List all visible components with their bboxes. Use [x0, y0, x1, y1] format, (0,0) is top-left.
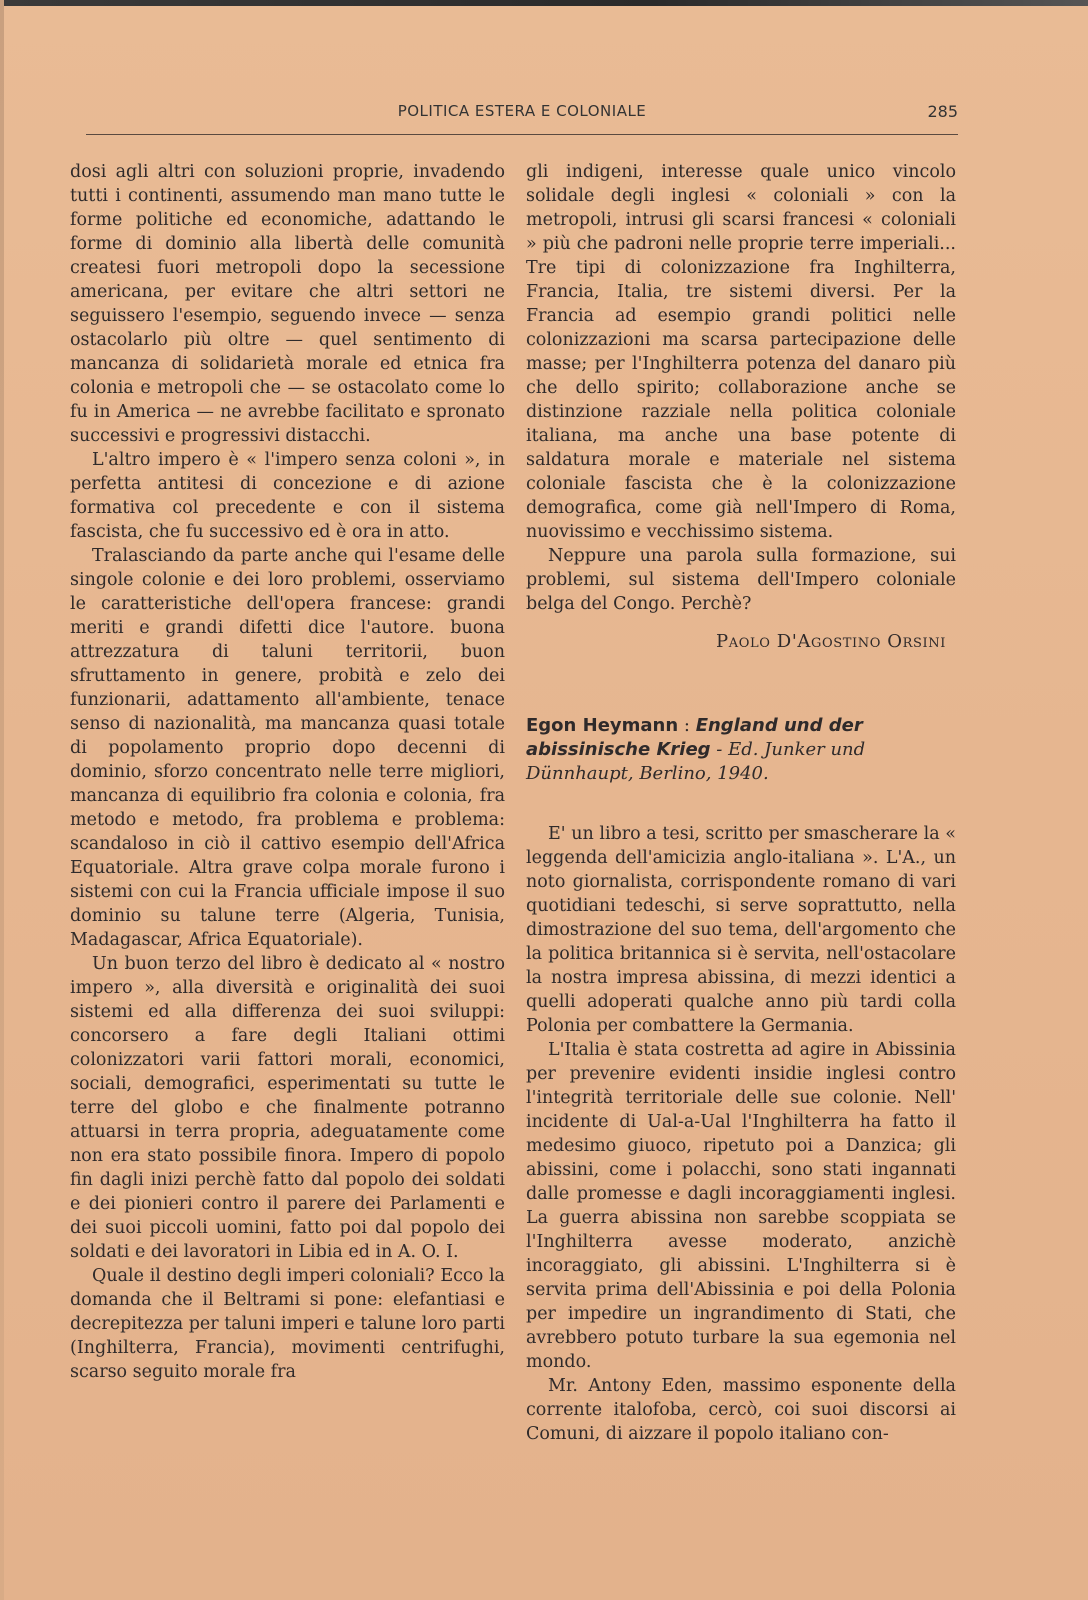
review-author: Egon Heymann: [526, 715, 679, 736]
signature-block: [526, 630, 956, 654]
scan-top-edge: [0, 0, 1088, 6]
review-body: [526, 822, 956, 1446]
paragraph: Un buon terzo del libro è dedicato al « nostro impero », alla diversità e originalità dei suoi sistemi ed alla differenza dei suoi sviluppi: concorsero a fare degli Italiani ottimi colonizzatori varii fattori morali, economici, sociali, demografici, esperimentati su tutte le terre del globo e che finalmente potranno attuarsi in terra propria, adeguatamente come non era stato possibile finora. Impero di popolo fin dagli inizi perchè fatto dal popolo dei soldati e dei pionieri contro il parere dei Parlamenti e dei suoi piccoli uomini, fatto poi dal popolo dei soldati e dei lavoratori in Libia ed in A. O. I.: [70, 954, 505, 1262]
paragraph: E' un libro a tesi, scritto per smascherare la « leggenda dell'amicizia anglo-italiana ». L'A., un noto giornalista, corrispondente romano di vari quotidiani tedeschi, si serve soprattutto, nella dimostrazione del suo tema, dell'argomento che la politica britannica si è servita, nell'ostacolare la nostra impresa abissina, di mezzi identici a quelli adoperati qualche anno più tardi colla Polonia per combattere la Germania.: [526, 824, 956, 1036]
paragraph: Tralasciando da parte anche qui l'esame delle singole colonie e dei loro problemi, osserviamo le caratteristiche dell'opera francese: grandi meriti e grandi difetti dice l'autore. buona attrezzatura di taluni territorii, buon sfruttamento in genere, probità e zelo dei funzionarii, adattamento all'ambiente, tenace senso di nazionalità, ma mancanza quasi totale di popolamento proprio dopo decenni di dominio, sforzo concentrato nelle terre migliori, mancanza di equilibrio fra colonia e colonia, fra metodo e metodo, fra problema e problema: scandaloso in ciò il cattivo esempio dell'Africa Equatoriale. Altra grave colpa morale furono i sistemi con cui la Francia ufficiale impose il suo dominio su talune terre (Algeria, Tunisia, Madagascar, Africa Equatoriale).: [70, 546, 505, 950]
scan-left-edge: [0, 0, 4, 1600]
review-publication: - Ed. Junker und Dünnhaupt, Berlino, 1940.: [526, 739, 866, 784]
author-signature: Paolo D'Agostino Orsini: [716, 631, 946, 652]
header-rule: [86, 134, 958, 135]
running-title: POLITICA ESTERA E COLONIALE: [397, 102, 647, 120]
left-column: [70, 160, 505, 1384]
paragraph: Neppure una parola sulla formazione, sui problemi, sul sistema dell'Impero coloniale belga del Congo. Perchè?: [526, 546, 956, 614]
review-book-title: England und der abissinische Krieg: [526, 715, 863, 760]
paragraph: Quale il destino degli imperi coloniali? Ecco la domanda che il Beltrami si pone: elefantiasi e decrepitezza per taluni imperi e talune loro parti (Inghilterra, Francia), movimenti centrifughi, scarso seguito morale fra: [70, 1266, 505, 1382]
review-separator: :: [678, 715, 696, 736]
running-header: [86, 102, 958, 128]
review-heading: [526, 714, 956, 786]
paragraph: Mr. Antony Eden, massimo esponente della corrente italofoba, cercò, coi suoi discorsi ai Comuni, di aizzare il popolo italiano con-: [526, 1376, 956, 1444]
page-number: 285: [927, 102, 958, 121]
right-column: [526, 160, 956, 1446]
paragraph: gli indigeni, interesse quale unico vincolo solidale degli inglesi « coloniali » con la metropoli, intrusi gli scarsi francesi « coloniali » più che padroni nelle proprie terre imperiali... Tre tipi di colonizzazione fra Inghilterra, Francia, Italia, tre sistemi diversi. Per la Francia ad esempio grandi politici nelle colonizzazioni ma scarsa partecipazione delle masse; per l'Inghilterra potenza del danaro più che dello spirito; collaborazione anche se distinzione razziale nella politica coloniale italiana, ma anche una base potente di saldatura morale e materiale nel sistema coloniale fascista che è la colonizzazione demografica, come già nell'Impero di Roma, nuovissimo e vecchissimo sistema.: [526, 162, 956, 542]
paragraph: dosi agli altri con soluzioni proprie, invadendo tutti i continenti, assumendo man mano tutte le forme politiche ed economiche, adattando le forme di dominio alla libertà delle comunità createsi fuori metropoli dopo la secessione americana, per evitare che altri settori ne seguissero l'esempio, seguendo invece — senza ostacolarlo più oltre — quel sentimento di mancanza di solidarietà morale ed etnica fra colonia e metropoli che — se ostacolato come lo fu in America — ne avrebbe facilitato e spronato successivi e progressivi distacchi.: [70, 162, 505, 446]
paragraph: L'altro impero è « l'impero senza coloni », in perfetta antitesi di concezione e di azione formativa col precedente e con il sistema fascista, che fu successivo ed è ora in atto.: [70, 450, 505, 542]
paragraph: L'Italia è stata costretta ad agire in Abissinia per prevenire evidenti insidie inglesi contro l'integrità territoriale delle sue colonie. Nell' incidente di Ual-a-Ual l'Inghilterra ha fatto il medesimo giuoco, ripetuto poi a Danzica; gli abissini, come i polacchi, sono stati ingannati dalle promesse e dagli incoraggiamenti inglesi. La guerra abissina non sarebbe scoppiata se l'Inghilterra avesse moderato, anzichè incoraggiato, gli abissini. L'Inghilterra si è servita prima dell'Abissinia e poi della Polonia per impedire un ingrandimento di Stati, che avrebbero potuto turbare la sua egemonia nel mondo.: [526, 1040, 956, 1372]
